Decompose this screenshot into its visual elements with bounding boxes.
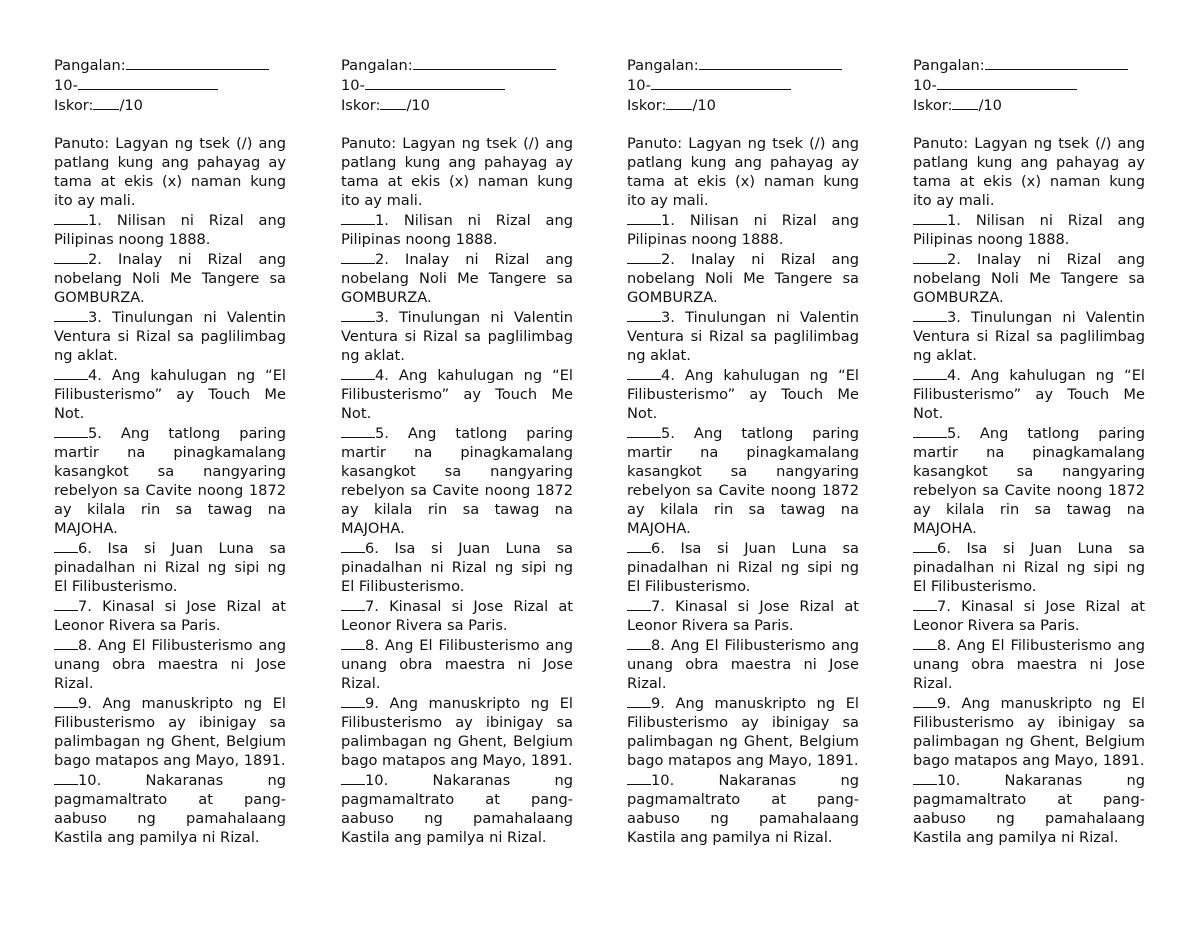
item-number: 5.	[88, 425, 102, 442]
item-text: Kinasal si Jose Rizal at Leonor Rivera sa Paris.	[913, 598, 1145, 634]
item-number: 6.	[365, 540, 379, 557]
item-text: Ang manuskripto ng El Filibusterismo ay ibinigay sa palimbagan ng Ghent, Belgium bago matapos ang Mayo, 1891.	[913, 695, 1145, 769]
item-text: Ang kahulugan ng “El Filibusterismo” ay Touch Me Not.	[341, 367, 573, 422]
score-line	[913, 95, 1145, 115]
name-line	[627, 55, 859, 75]
item-number: 3.	[88, 309, 102, 326]
item-number: 3.	[947, 309, 961, 326]
quiz-column	[627, 55, 859, 847]
answer-blank[interactable]	[341, 538, 365, 553]
item-text: Nakaranas ng pagmamaltrato at pang-aabuso ng pamahalaang Kastila ang pamilya ni Rizal.	[913, 772, 1145, 846]
score-total: /10	[119, 97, 143, 114]
answer-blank[interactable]	[341, 210, 375, 225]
name-field[interactable]	[699, 55, 842, 70]
item-number: 9.	[651, 695, 665, 712]
item-number: 1.	[375, 212, 389, 229]
name-field[interactable]	[985, 55, 1128, 70]
quiz-item	[54, 307, 286, 365]
section-label: 10-	[627, 77, 651, 94]
answer-blank[interactable]	[341, 423, 375, 438]
quiz-item	[913, 210, 1145, 249]
item-number: 8.	[78, 637, 92, 654]
item-number: 2.	[947, 251, 961, 268]
answer-blank[interactable]	[54, 635, 78, 650]
item-number: 8.	[937, 637, 951, 654]
score-field[interactable]	[93, 95, 119, 110]
item-text: Tinulungan ni Valentin Ventura si Rizal sa paglilimbag ng aklat.	[341, 309, 573, 364]
quiz-item	[341, 210, 573, 249]
answer-blank[interactable]	[54, 365, 88, 380]
item-text: Kinasal si Jose Rizal at Leonor Rivera sa Paris.	[627, 598, 859, 634]
item-number: 9.	[78, 695, 92, 712]
answer-blank[interactable]	[627, 770, 651, 785]
answer-blank[interactable]	[54, 538, 78, 553]
answer-blank[interactable]	[627, 635, 651, 650]
name-label: Pangalan:	[341, 57, 413, 74]
item-text: Nakaranas ng pagmamaltrato at pang-aabuso ng pamahalaang Kastila ang pamilya ni Rizal.	[54, 772, 286, 846]
item-text: Tinulungan ni Valentin Ventura si Rizal sa paglilimbag ng aklat.	[627, 309, 859, 364]
item-number: 2.	[375, 251, 389, 268]
item-text: Ang El Filibusterismo ang unang obra maestra ni Jose Rizal.	[341, 637, 573, 692]
item-number: 7.	[365, 598, 379, 615]
item-text: Ang tatlong paring martir na pinagkamalang kasangkot sa nangyaring rebelyon sa Cavite noong 1872 ay kilala rin sa tawag na MAJOHA.	[341, 425, 573, 537]
quiz-item	[627, 693, 859, 770]
item-number: 7.	[651, 598, 665, 615]
quiz-item	[341, 423, 573, 538]
item-number: 1.	[947, 212, 961, 229]
quiz-item	[627, 538, 859, 596]
answer-blank[interactable]	[54, 596, 78, 611]
item-number: 5.	[947, 425, 961, 442]
item-text: Inalay ni Rizal ang nobelang Noli Me Tangere sa GOMBURZA.	[913, 251, 1145, 306]
answer-blank[interactable]	[913, 307, 947, 322]
answer-blank[interactable]	[627, 365, 661, 380]
answer-blank[interactable]	[913, 423, 947, 438]
score-line	[54, 95, 286, 115]
item-number: 5.	[375, 425, 389, 442]
item-number: 9.	[937, 695, 951, 712]
name-field[interactable]	[126, 55, 269, 70]
answer-blank[interactable]	[627, 596, 651, 611]
item-text: Isa si Juan Luna sa pinadalhan ni Rizal ng sipi ng El Filibusterismo.	[913, 540, 1145, 595]
quiz-item	[627, 249, 859, 307]
answer-blank[interactable]	[913, 596, 937, 611]
quiz-item	[54, 365, 286, 423]
section-label: 10-	[54, 77, 78, 94]
quiz-item	[627, 423, 859, 538]
score-field[interactable]	[380, 95, 406, 110]
item-text: Nilisan ni Rizal ang Pilipinas noong 1888.	[341, 212, 573, 248]
quiz-item	[913, 365, 1145, 423]
item-text: Isa si Juan Luna sa pinadalhan ni Rizal ng sipi ng El Filibusterismo.	[54, 540, 286, 595]
item-number: 10.	[78, 772, 102, 789]
item-number: 2.	[88, 251, 102, 268]
item-text: Inalay ni Rizal ang nobelang Noli Me Tangere sa GOMBURZA.	[54, 251, 286, 306]
section-line	[341, 75, 573, 95]
answer-blank[interactable]	[627, 693, 651, 708]
item-text: Kinasal si Jose Rizal at Leonor Rivera sa Paris.	[54, 598, 286, 634]
item-number: 8.	[651, 637, 665, 654]
item-text: Ang El Filibusterismo ang unang obra maestra ni Jose Rizal.	[913, 637, 1145, 692]
item-number: 6.	[937, 540, 951, 557]
item-text: Isa si Juan Luna sa pinadalhan ni Rizal ng sipi ng El Filibusterismo.	[627, 540, 859, 595]
answer-blank[interactable]	[54, 770, 78, 785]
section-line	[913, 75, 1145, 95]
item-number: 6.	[78, 540, 92, 557]
quiz-item	[627, 365, 859, 423]
item-text: Nakaranas ng pagmamaltrato at pang-aabuso ng pamahalaang Kastila ang pamilya ni Rizal.	[627, 772, 859, 846]
quiz-item	[913, 596, 1145, 635]
quiz-item	[627, 635, 859, 693]
item-number: 2.	[661, 251, 675, 268]
item-text: Nilisan ni Rizal ang Pilipinas noong 1888.	[627, 212, 859, 248]
answer-blank[interactable]	[341, 596, 365, 611]
quiz-item	[341, 596, 573, 635]
score-field[interactable]	[952, 95, 978, 110]
answer-blank[interactable]	[341, 635, 365, 650]
quiz-item	[341, 770, 573, 847]
item-text: Nakaranas ng pagmamaltrato at pang-aabuso ng pamahalaang Kastila ang pamilya ni Rizal.	[341, 772, 573, 846]
item-text: Tinulungan ni Valentin Ventura si Rizal sa paglilimbag ng aklat.	[913, 309, 1145, 364]
score-total: /10	[978, 97, 1002, 114]
name-label: Pangalan:	[627, 57, 699, 74]
section-line	[54, 75, 286, 95]
answer-blank[interactable]	[913, 365, 947, 380]
score-label: Iskor:	[913, 97, 953, 114]
item-text: Isa si Juan Luna sa pinadalhan ni Rizal ng sipi ng El Filibusterismo.	[341, 540, 573, 595]
quiz-item	[341, 365, 573, 423]
quiz-column	[54, 55, 286, 847]
quiz-item	[627, 307, 859, 365]
item-text: Ang tatlong paring martir na pinagkamalang kasangkot sa nangyaring rebelyon sa Cavite noong 1872 ay kilala rin sa tawag na MAJOHA.	[54, 425, 286, 537]
answer-blank[interactable]	[627, 307, 661, 322]
answer-blank[interactable]	[341, 770, 365, 785]
item-text: Ang tatlong paring martir na pinagkamalang kasangkot sa nangyaring rebelyon sa Cavite noong 1872 ay kilala rin sa tawag na MAJOHA.	[627, 425, 859, 537]
section-field[interactable]	[937, 75, 1077, 90]
quiz-item	[54, 596, 286, 635]
quiz-item	[627, 770, 859, 847]
item-number: 10.	[937, 772, 961, 789]
answer-blank[interactable]	[913, 635, 937, 650]
quiz-item	[54, 693, 286, 770]
quiz-item	[54, 770, 286, 847]
item-number: 7.	[937, 598, 951, 615]
quiz-item	[913, 693, 1145, 770]
answer-blank[interactable]	[913, 770, 937, 785]
item-number: 4.	[947, 367, 961, 384]
section-label: 10-	[341, 77, 365, 94]
quiz-column	[913, 55, 1145, 847]
quiz-item	[341, 635, 573, 693]
item-number: 3.	[375, 309, 389, 326]
item-text: Ang El Filibusterismo ang unang obra maestra ni Jose Rizal.	[54, 637, 286, 692]
item-text: Ang manuskripto ng El Filibusterismo ay ibinigay sa palimbagan ng Ghent, Belgium bago matapos ang Mayo, 1891.	[54, 695, 286, 769]
name-label: Pangalan:	[54, 57, 126, 74]
item-text: Ang manuskripto ng El Filibusterismo ay ibinigay sa palimbagan ng Ghent, Belgium bago matapos ang Mayo, 1891.	[627, 695, 859, 769]
name-line	[341, 55, 573, 75]
item-text: Kinasal si Jose Rizal at Leonor Rivera sa Paris.	[341, 598, 573, 634]
item-number: 4.	[661, 367, 675, 384]
answer-blank[interactable]	[54, 693, 78, 708]
item-number: 9.	[365, 695, 379, 712]
item-number: 3.	[661, 309, 675, 326]
quiz-item	[54, 210, 286, 249]
item-text: Tinulungan ni Valentin Ventura si Rizal sa paglilimbag ng aklat.	[54, 309, 286, 364]
instructions: Panuto: Lagyan ng tsek (/) ang patlang kung ang pahayag ay tama at ekis (x) naman kung ito ay mali.	[341, 135, 573, 209]
item-text: Ang kahulugan ng “El Filibusterismo” ay Touch Me Not.	[627, 367, 859, 422]
answer-blank[interactable]	[627, 538, 651, 553]
quiz-item	[913, 423, 1145, 538]
answer-blank[interactable]	[913, 249, 947, 264]
quiz-item	[54, 249, 286, 307]
section-line	[627, 75, 859, 95]
item-number: 5.	[661, 425, 675, 442]
quiz-item	[913, 307, 1145, 365]
quiz-item	[913, 770, 1145, 847]
quiz-item	[341, 693, 573, 770]
quiz-item	[341, 538, 573, 596]
score-line	[627, 95, 859, 115]
answer-blank[interactable]	[54, 249, 88, 264]
answer-blank[interactable]	[341, 693, 365, 708]
section-field[interactable]	[651, 75, 791, 90]
score-label: Iskor:	[341, 97, 381, 114]
score-line	[341, 95, 573, 115]
score-label: Iskor:	[54, 97, 94, 114]
score-label: Iskor:	[627, 97, 667, 114]
item-number: 4.	[375, 367, 389, 384]
score-field[interactable]	[666, 95, 692, 110]
quiz-item	[54, 635, 286, 693]
quiz-item	[913, 249, 1145, 307]
answer-blank[interactable]	[54, 210, 88, 225]
quiz-item	[913, 538, 1145, 596]
item-text: Ang kahulugan ng “El Filibusterismo” ay Touch Me Not.	[54, 367, 286, 422]
answer-blank[interactable]	[627, 210, 661, 225]
answer-blank[interactable]	[627, 249, 661, 264]
item-text: Inalay ni Rizal ang nobelang Noli Me Tangere sa GOMBURZA.	[341, 251, 573, 306]
item-number: 6.	[651, 540, 665, 557]
item-number: 10.	[651, 772, 675, 789]
quiz-item	[627, 596, 859, 635]
item-text: Nilisan ni Rizal ang Pilipinas noong 1888.	[54, 212, 286, 248]
answer-blank[interactable]	[913, 210, 947, 225]
name-label: Pangalan:	[913, 57, 985, 74]
item-text: Ang El Filibusterismo ang unang obra maestra ni Jose Rizal.	[627, 637, 859, 692]
quiz-item	[341, 249, 573, 307]
instructions: Panuto: Lagyan ng tsek (/) ang patlang kung ang pahayag ay tama at ekis (x) naman kung ito ay mali.	[627, 135, 859, 209]
item-number: 10.	[365, 772, 389, 789]
section-field[interactable]	[365, 75, 505, 90]
item-text: Nilisan ni Rizal ang Pilipinas noong 1888.	[913, 212, 1145, 248]
answer-blank[interactable]	[54, 423, 88, 438]
item-number: 1.	[88, 212, 102, 229]
score-total: /10	[406, 97, 430, 114]
item-number: 7.	[78, 598, 92, 615]
name-line	[54, 55, 286, 75]
item-text: Inalay ni Rizal ang nobelang Noli Me Tangere sa GOMBURZA.	[627, 251, 859, 306]
quiz-item	[54, 423, 286, 538]
item-number: 1.	[661, 212, 675, 229]
quiz-item	[341, 307, 573, 365]
name-line	[913, 55, 1145, 75]
name-field[interactable]	[413, 55, 556, 70]
answer-blank[interactable]	[913, 538, 937, 553]
item-text: Ang manuskripto ng El Filibusterismo ay ibinigay sa palimbagan ng Ghent, Belgium bago matapos ang Mayo, 1891.	[341, 695, 573, 769]
answer-blank[interactable]	[54, 307, 88, 322]
item-text: Ang tatlong paring martir na pinagkamalang kasangkot sa nangyaring rebelyon sa Cavite noong 1872 ay kilala rin sa tawag na MAJOHA.	[913, 425, 1145, 537]
answer-blank[interactable]	[341, 307, 375, 322]
section-field[interactable]	[78, 75, 218, 90]
score-total: /10	[692, 97, 716, 114]
answer-blank[interactable]	[913, 693, 937, 708]
answer-blank[interactable]	[627, 423, 661, 438]
quiz-item	[913, 635, 1145, 693]
instructions: Panuto: Lagyan ng tsek (/) ang patlang kung ang pahayag ay tama at ekis (x) naman kung ito ay mali.	[913, 135, 1145, 209]
item-text: Ang kahulugan ng “El Filibusterismo” ay Touch Me Not.	[913, 367, 1145, 422]
item-number: 4.	[88, 367, 102, 384]
item-number: 8.	[365, 637, 379, 654]
quiz-column	[341, 55, 573, 847]
answer-blank[interactable]	[341, 365, 375, 380]
quiz-item	[627, 210, 859, 249]
answer-blank[interactable]	[341, 249, 375, 264]
instructions: Panuto: Lagyan ng tsek (/) ang patlang kung ang pahayag ay tama at ekis (x) naman kung ito ay mali.	[54, 135, 286, 209]
quiz-item	[54, 538, 286, 596]
section-label: 10-	[913, 77, 937, 94]
